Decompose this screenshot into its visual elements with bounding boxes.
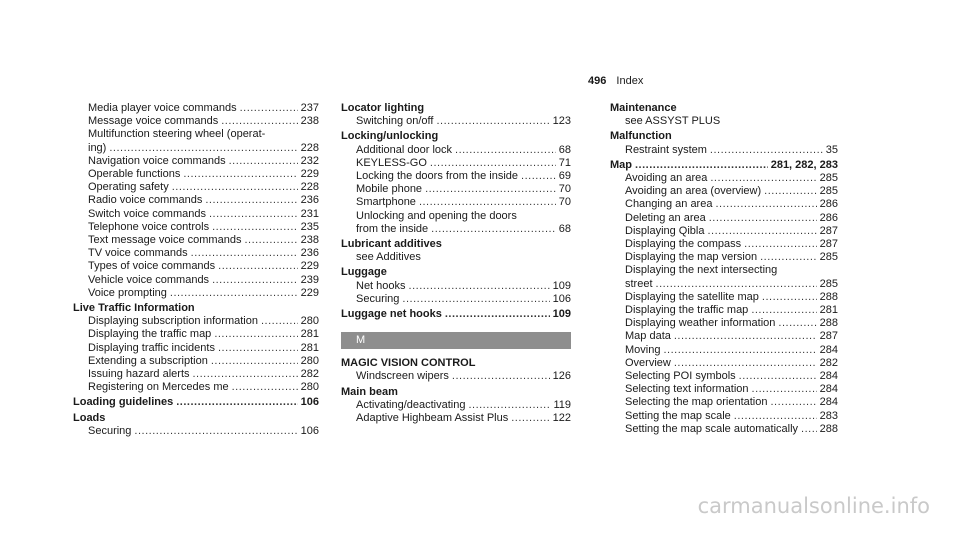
entry-label: Switch voice commands: [88, 207, 206, 220]
page-reference: 109: [552, 308, 571, 321]
index-subentry: [610, 344, 838, 357]
entry-label: Switching on/off: [356, 115, 434, 128]
index-subentry: [73, 102, 319, 115]
page-reference: 288: [819, 290, 838, 303]
page-reference: 119: [553, 398, 571, 411]
dot-leader: [212, 221, 298, 234]
index-subentry: [341, 412, 571, 425]
index-subentry: [610, 304, 838, 317]
page-reference: 282: [300, 368, 319, 381]
entry-label: Displaying the satellite map: [625, 290, 759, 303]
index-heading: Locking/unlocking: [341, 130, 439, 143]
index-subentry: [341, 293, 571, 306]
page-reference: 281: [300, 341, 319, 354]
page-reference: 238: [300, 234, 319, 247]
index-subentry: [341, 144, 571, 157]
page-reference: 69: [558, 170, 571, 183]
page-reference: 281: [300, 328, 319, 341]
page-reference: 235: [300, 220, 319, 233]
page-reference: 280: [300, 381, 319, 394]
page-reference: 229: [300, 168, 319, 181]
page-reference: 285: [819, 251, 838, 264]
dot-leader: [663, 344, 816, 357]
page-reference: 238: [300, 115, 319, 128]
index-subentry: [341, 223, 571, 236]
index-subentry: [610, 410, 838, 423]
page-reference: 106: [300, 396, 319, 409]
entry-label: Selecting POI symbols: [625, 370, 736, 383]
entry-label: Extending a subscription: [88, 354, 208, 367]
page-reference: 126: [552, 370, 571, 383]
entry-label: Restraint system: [625, 143, 707, 156]
page-reference: 283: [819, 409, 838, 422]
index-heading: Lubricant additives: [341, 238, 442, 251]
index-heading: Malfunction: [610, 130, 672, 143]
page-reference: 70: [558, 196, 571, 209]
index-heading: MAGIC VISION CONTROL: [341, 357, 476, 370]
page-reference: 35: [825, 143, 838, 156]
index-subentry: [73, 208, 319, 221]
index-column-2: [341, 102, 571, 425]
index-subentry: [610, 278, 838, 291]
watermark: carmanualsonline.info: [697, 494, 930, 518]
index-subentry: [73, 234, 319, 247]
index-subentry: [73, 425, 319, 438]
page-reference: 68: [558, 222, 571, 235]
dot-leader: [739, 370, 817, 383]
page-reference: 236: [300, 247, 319, 260]
entry-label: ing): [88, 141, 107, 154]
index-heading: Live Traffic Information: [73, 302, 195, 315]
page-reference: 229: [300, 260, 319, 273]
entry-label: Displaying the traffic map: [625, 304, 749, 317]
dot-leader: [674, 357, 817, 370]
index-subentry: [610, 317, 838, 330]
dot-leader: [134, 425, 297, 438]
page-reference: 287: [819, 238, 838, 251]
entry-label: Message voice commands: [88, 115, 219, 128]
entry-label: Navigation voice commands: [88, 154, 226, 167]
dot-leader: [425, 183, 556, 196]
dot-leader: [764, 185, 816, 198]
index-subentry: [341, 157, 571, 170]
entry-label: Displaying the map version: [625, 251, 758, 264]
entry-label: Mobile phone: [356, 183, 423, 196]
page-reference: 71: [558, 156, 571, 169]
page-reference: 68: [558, 143, 571, 156]
index-heading: Maintenance: [610, 102, 677, 114]
index-subentry: [73, 181, 319, 194]
page-reference: 231: [300, 207, 319, 220]
dot-leader: [205, 194, 297, 207]
entry-label: Deleting an area: [625, 211, 706, 224]
dot-leader: [709, 212, 817, 225]
dot-leader: [240, 102, 298, 115]
index-heading: Luggage: [341, 266, 387, 279]
dot-leader: [211, 355, 298, 368]
entry-label: Luggage net hooks: [341, 308, 442, 321]
index-subentry: [73, 142, 319, 155]
dot-leader: [431, 223, 556, 236]
page-reference: 284: [819, 383, 838, 396]
dot-leader: [214, 328, 297, 341]
dot-leader: [172, 181, 298, 194]
page-reference: 236: [300, 194, 319, 207]
entry-label: Selecting text information: [625, 383, 749, 396]
entry-label: Map data: [625, 330, 671, 343]
index-heading: [73, 396, 319, 409]
dot-leader: [402, 293, 549, 306]
dot-leader: [183, 168, 297, 181]
entry-label: Displaying Qibla: [625, 224, 705, 237]
index-subentry: [73, 368, 319, 381]
index-subentry: [610, 357, 838, 370]
entry-label: Registering on Mercedes me: [88, 381, 229, 394]
page-header: [588, 75, 643, 87]
page-reference: 70: [558, 183, 571, 196]
section-letter: M: [341, 332, 571, 349]
entry-label: Displaying weather information: [625, 317, 776, 330]
index-heading: [341, 308, 571, 321]
cross-reference: see ASSYST PLUS: [625, 115, 721, 128]
index-subentry: [73, 328, 319, 341]
index-subentry: [341, 183, 571, 196]
dot-leader: [511, 412, 549, 425]
dot-leader: [170, 287, 298, 300]
index-subentry: [610, 383, 838, 396]
entry-label: Operable functions: [88, 168, 181, 181]
entry-label: Voice prompting: [88, 286, 167, 299]
page-reference: 286: [819, 198, 838, 211]
index-subentry: [341, 370, 571, 383]
index-subentry: [610, 172, 838, 185]
page-number: 496: [588, 75, 607, 87]
index-subentry: [73, 168, 319, 181]
entry-label: KEYLESS-GO: [356, 156, 427, 169]
page-reference: 106: [552, 292, 571, 305]
page-reference: 109: [552, 279, 571, 292]
page-reference: 284: [819, 343, 838, 356]
dot-leader: [212, 274, 298, 287]
dot-leader: [760, 251, 817, 264]
entry-label: Setting the map scale automatically: [625, 422, 799, 435]
entry-label: Displaying the traffic map: [88, 328, 212, 341]
entry-label: Avoiding an area: [625, 172, 708, 185]
entry-label: Loading guidelines: [73, 396, 174, 409]
page-reference: 281: [819, 304, 838, 317]
index-subentry: [73, 115, 319, 128]
page-reference: 287: [819, 330, 838, 343]
dot-leader: [656, 278, 817, 291]
index-subentry-line: Displaying the next intersecting: [625, 264, 778, 277]
entry-label: Displaying traffic incidents: [88, 341, 215, 354]
dot-leader: [445, 308, 550, 321]
page-reference: 284: [819, 370, 838, 383]
entry-label: Smartphone: [356, 196, 416, 209]
page-reference: 106: [300, 424, 319, 437]
dot-leader: [419, 196, 556, 209]
index-subentry: [73, 381, 319, 394]
entry-label: Windscreen wipers: [356, 370, 449, 383]
dot-leader: [209, 208, 298, 221]
dot-leader: [176, 396, 297, 409]
index-subentry: [73, 342, 319, 355]
dot-leader: [218, 260, 297, 273]
index-subentry: [73, 155, 319, 168]
page-reference: 287: [819, 224, 838, 237]
dot-leader: [801, 423, 817, 436]
index-subentry: [341, 170, 571, 183]
dot-leader: [232, 381, 298, 394]
index-subentry: [610, 238, 838, 251]
index-heading: Locator lighting: [341, 102, 425, 114]
entry-label: Net hooks: [356, 279, 406, 292]
index-subentry: [73, 315, 319, 328]
index-subentry: [610, 212, 838, 225]
index-subentry-line: Unlocking and opening the doors: [356, 209, 517, 222]
index-subentry: [341, 399, 571, 412]
cross-reference: see Additives: [356, 251, 421, 264]
entry-label: Map: [610, 158, 632, 171]
index-subentry: [73, 247, 319, 260]
page-reference: 280: [300, 354, 319, 367]
dot-leader: [221, 115, 297, 128]
index-subentry: [610, 423, 838, 436]
dot-leader: [452, 370, 550, 383]
entry-label: Selecting the map orientation: [625, 396, 768, 409]
page-reference: 288: [819, 317, 838, 330]
dot-leader: [715, 198, 816, 211]
page-reference: 286: [819, 211, 838, 224]
index-subentry: [73, 355, 319, 368]
dot-leader: [409, 280, 550, 293]
page-reference: 288: [819, 422, 838, 435]
entry-label: Securing: [88, 424, 132, 437]
dot-leader: [430, 157, 556, 170]
index-subentry: [610, 370, 838, 383]
entry-label: Additional door lock: [356, 143, 453, 156]
index-subentry: [610, 330, 838, 343]
dot-leader: [770, 396, 816, 409]
entry-label: Overview: [625, 356, 671, 369]
entry-label: Locking the doors from the inside: [356, 170, 519, 183]
index-subentry: [610, 396, 838, 409]
index-subentry: [610, 185, 838, 198]
page-reference: 237: [300, 102, 319, 114]
entry-label: Avoiding an area (overview): [625, 185, 762, 198]
entry-label: Issuing hazard alerts: [88, 368, 190, 381]
dot-leader: [734, 410, 817, 423]
dot-leader: [244, 234, 297, 247]
index-subentry: [610, 291, 838, 304]
dot-leader: [218, 342, 298, 355]
entry-label: Changing an area: [625, 198, 713, 211]
page-reference: 123: [552, 115, 571, 128]
dot-leader: [710, 144, 823, 157]
page-reference: 228: [300, 181, 319, 194]
index-subentry: [341, 280, 571, 293]
entry-label: Text message voice commands: [88, 234, 242, 247]
entry-label: Activating/deactivating: [356, 398, 466, 411]
page-reference: 285: [819, 185, 838, 198]
index-subentry: [341, 115, 571, 128]
dot-leader: [710, 172, 816, 185]
page-reference: 122: [552, 412, 571, 425]
dot-leader: [762, 291, 817, 304]
dot-leader: [707, 225, 816, 238]
page-reference: 280: [300, 315, 319, 328]
dot-leader: [261, 315, 298, 328]
entry-label: Vehicle voice commands: [88, 273, 210, 286]
dot-leader: [229, 155, 298, 168]
dot-leader: [521, 170, 556, 183]
page-reference: 281, 282, 283: [770, 158, 838, 171]
index-subentry: [610, 144, 838, 157]
page-reference: 228: [300, 141, 319, 154]
page-reference: 284: [819, 396, 838, 409]
entry-label: Displaying subscription information: [88, 315, 258, 328]
index-heading: [610, 159, 838, 172]
entry-label: Operating safety: [88, 181, 169, 194]
section-title: Index: [616, 75, 644, 87]
dot-leader: [778, 317, 816, 330]
index-heading: Loads: [73, 411, 106, 424]
entry-label: Displaying the compass: [625, 238, 742, 251]
index-subentry-line: Multifunction steering wheel (operat-: [88, 128, 266, 141]
dot-leader: [752, 383, 817, 396]
dot-leader: [191, 247, 298, 260]
index-subentry: [610, 198, 838, 211]
page-reference: 285: [819, 172, 838, 185]
dot-leader: [468, 399, 550, 412]
entry-label: Telephone voice controls: [88, 220, 210, 233]
dot-leader: [744, 238, 816, 251]
dot-leader: [635, 159, 768, 172]
entry-label: Types of voice commands: [88, 260, 216, 273]
entry-label: Setting the map scale: [625, 409, 731, 422]
index-subentry: [73, 274, 319, 287]
dot-leader: [674, 330, 817, 343]
dot-leader: [436, 115, 549, 128]
dot-leader: [455, 144, 556, 157]
entry-label: TV voice commands: [88, 247, 188, 260]
entry-label: Moving: [625, 343, 661, 356]
index-column-1: [73, 102, 319, 438]
entry-label: Adaptive Highbeam Assist Plus: [356, 412, 509, 425]
page-reference: 229: [300, 286, 319, 299]
dot-leader: [751, 304, 816, 317]
index-column-3: [610, 102, 838, 436]
page-reference: 285: [819, 277, 838, 290]
entry-label: from the inside: [356, 222, 429, 235]
page-reference: 232: [300, 154, 319, 167]
entry-label: Radio voice commands: [88, 194, 203, 207]
index-subentry: [610, 225, 838, 238]
index-subentry: [610, 251, 838, 264]
page-reference: 239: [300, 273, 319, 286]
index-subentry: [73, 221, 319, 234]
dot-leader: [193, 368, 298, 381]
index-subentry: [73, 194, 319, 207]
page-reference: 282: [819, 356, 838, 369]
entry-label: Securing: [356, 292, 400, 305]
entry-label: street: [625, 277, 653, 290]
index-subentry: [73, 287, 319, 300]
index-subentry: [73, 260, 319, 273]
index-heading: Main beam: [341, 385, 398, 398]
index-subentry: [341, 196, 571, 209]
dot-leader: [109, 142, 297, 155]
entry-label: Media player voice commands: [88, 102, 237, 114]
